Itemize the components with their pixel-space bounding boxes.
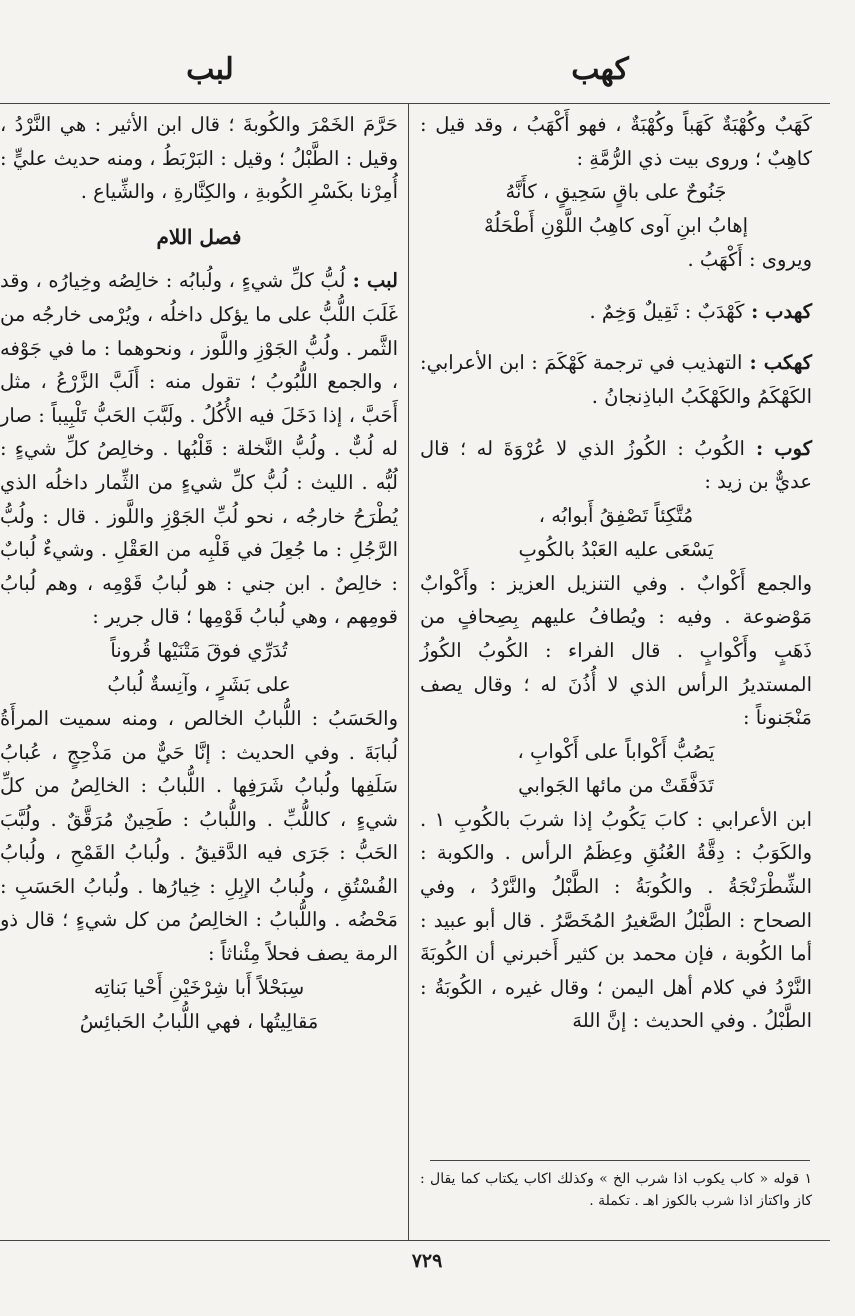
paragraph: ابن الأعرابي : كابَ يَكُوبُ إذا شربَ بالكُوبِ ١ . والكَوَبُ : دِقَّةُ العُنُقِ وعِظَمُ الرأس . والكوبة : الشِّطْرَنْجَةُ . والكُوبَةُ : الطَّبْلُ والنَّرْدُ ، وفي الصحاح : الطَّبْلُ الصَّغيرُ المُخَصَّرُ . قال أبو عبيد : أما الكُوبة ، فإن محمد بن كثير أَخبرني أن الكُوبَةَ النَّرْدُ في كلام أهل اليمن ؛ وقال غيره ، الكُوبَةُ : الطَّبْلُ . وفي الحديث : إنَّ اللهَ: [420, 807, 812, 1033]
page-number: ٧٢٩: [411, 1250, 443, 1272]
verse-line: يَصُبُّ أَكْواباً على أَكْوابِ ،: [517, 739, 715, 763]
verse-line: مُتَّكِئاً تَصْفِقُ أَبوابُه ،: [538, 503, 694, 527]
header-rule: [0, 103, 830, 104]
entry-text: كَهْدَبٌ : ثَقِيلٌ وَخِمٌ .: [589, 299, 745, 323]
verse-line: سِبَحْلاً أَبا شِرْخَيْنِ أَحْيا بَناتِه: [93, 975, 305, 999]
entry-headword: كهدب :: [744, 299, 812, 323]
running-head-right: كهب: [571, 52, 629, 87]
left-column: [0, 108, 398, 1039]
footer-rule: [0, 1240, 830, 1241]
entry-text: الكُوبُ : الكُوزُ الذي لا عُرْوَةَ له ؛ قال عديٌّ بن زيد :: [420, 436, 812, 494]
entry-text: لُبُّ كلِّ شيءٍ ، ولُبابُه : خالِصُه وخِيارُه ، وقد غَلَبَ اللُّبُّ على ما يؤكل داخلُه ، ويُرْمى خارجُه من الثَّمر . ولُبُّ الجَوْزِ واللَّوز ، ونحوهما : ما في جَوْفه ، والجمع اللُّبُوبُ ؛ تقول منه : أَلَبَّ الزَّرْعُ ، مثل أَحَبَّ ، إذا دَخَلَ فيه الأُكُلُ . ولَبَّبَ الحَبُّ تَلْبِيباً : صار له لُبٌّ . ولُبُّ النَّخلة : قَلْبُها . وخالِصُ كلِّ شيءٍ : لُبُّه . الليث : لُبُّ كلِّ شيءٍ من الثِّمار داخلُه الذي يُطْرَحُ خارجُه ، نحو لُبِّ الجَوْزِ واللَّوز . قال : ولُبُّ الرَّجُلِ : ما جُعِلَ في قَلْبِه من العَقْلِ . وشيءٌ لُبابٌ : خالِصٌ . ابن جني : هو لُبابُ قَوْمِه ، وهم لُبابُ قومِهم ، وهي لُبابُ قَوْمِها ؛ قال جرير :: [0, 269, 398, 629]
verse-line: جَنُوحٌ على باقٍ سَحِيقٍ ، كأَنَّهُ: [505, 180, 727, 204]
column-divider: [408, 103, 409, 1240]
verse-line: على بَشَرٍ ، وآنِسةٌ لُبابُ: [107, 672, 291, 696]
paragraph: ويروى : أَكْهَبُ .: [687, 248, 812, 272]
paragraph-gap: [420, 414, 812, 432]
right-column: [420, 108, 812, 1038]
dictionary-entry: [0, 264, 398, 634]
dictionary-entry: [420, 432, 812, 499]
entry-headword: كوب :: [744, 436, 812, 460]
verse-line: تَدَفَّقَتْ من مائها الجَوابي: [518, 773, 714, 797]
verse-line: إهابُ ابنِ آوى كاهِبُ اللَّوْنِ أَطْحَلُهْ: [483, 214, 749, 238]
entry-text: التهذيب في ترجمة كَهْكَمَ : ابن الأعرابي: الكَهْكَمُ والكَهْكَبُ الباذِنجانُ .: [420, 351, 812, 408]
verse-line: يَسْعَى عليه العَبْدُ بالكُوبِ: [518, 537, 714, 561]
paragraph-gap: [420, 328, 812, 346]
section-heading: فصل اللام: [156, 224, 242, 249]
paragraph-gap: [420, 277, 812, 295]
verse-line: مَقالِيتُها ، فهي اللُّبابُ الحَبائِسُ: [79, 1009, 319, 1033]
running-head-left: لبب: [186, 52, 234, 87]
dictionary-entry: [420, 295, 812, 329]
paragraph: والجمع أَكْوابٌ . وفي التنزيل العزيز : وأَكْوابٌ مَوْضوعة . وفيه : ويُطافُ عليهم بِصِحافٍ من ذَهَبٍ وأَكْوابٍ . قال الفراء : الكُوبُ الكُوزُ المستديرُ الرأس الذي لا أُذُنَ له ؛ وقال يصف مَنْجَنوناً :: [420, 571, 812, 730]
footnote: ١ قوله « كاب يكوب اذا شرب الخ » وكذلك اكاب يكتاب كما يقال : كاز واكتاز اذا شرب بالكوز اهـ . تكملة .: [420, 1171, 812, 1209]
paragraph: والحَسَبُ : اللُّبابُ الخالص ، ومنه سميت المرأَةُ لُبابَةَ . وفي الحديث : إنَّا حَيٌّ من مَذْحِجٍ ، عُبابُ سَلَفِها ولُبابُ شَرَفِها . اللُّبابُ : الخالِصُ من كلِّ شيءٍ ، كاللُّبِّ . واللُّبابُ : طَحِينٌ مُرَقَّقٌ . ولُبَّبَ الحَبُّ : جَرَى فيه الدَّقيقُ . ولُبابُ القَمْحِ ، ولُبابُ الفُسْتُقِ ، ولُبابُ الإبِلِ : خِيارُها . ولُبابُ الحَسَبِ : مَحْضُه . واللُّبابُ : الخالِصُ من كل شيءٍ ؛ قال ذو الرمة يصف فحلاً مِئْناثاً :: [0, 706, 398, 966]
entry-headword: كهكب :: [742, 351, 812, 375]
verse-line: تُدَرِّي فوقَ مَتْنَيْها قُروناً: [110, 638, 288, 662]
paragraph: حَرَّمَ الخَمْرَ والكُوبةَ ؛ قال ابن الأثير : هي النَّرْدُ ، وقيل : الطَّبْلُ ؛ وقيل : البَرْبَطُ ، ومنه حديث عليٍّ : أُمِرْنا بكَسْرِ الكُوبةِ ، والكِنَّارةِ ، والشِّياع .: [0, 113, 398, 204]
footnote-rule: [430, 1160, 810, 1161]
dictionary-entry: [420, 346, 812, 413]
paragraph: كَهَبٌ وكُهْبَةٌ كَهَباً وكُهْبَةٌ ، فهو أَكْهَبُ ، وقد قيل : كاهِبٌ ؛ وروى بيت ذي الرُّمَّةِ :: [420, 113, 812, 170]
entry-headword: لبب :: [345, 269, 398, 293]
